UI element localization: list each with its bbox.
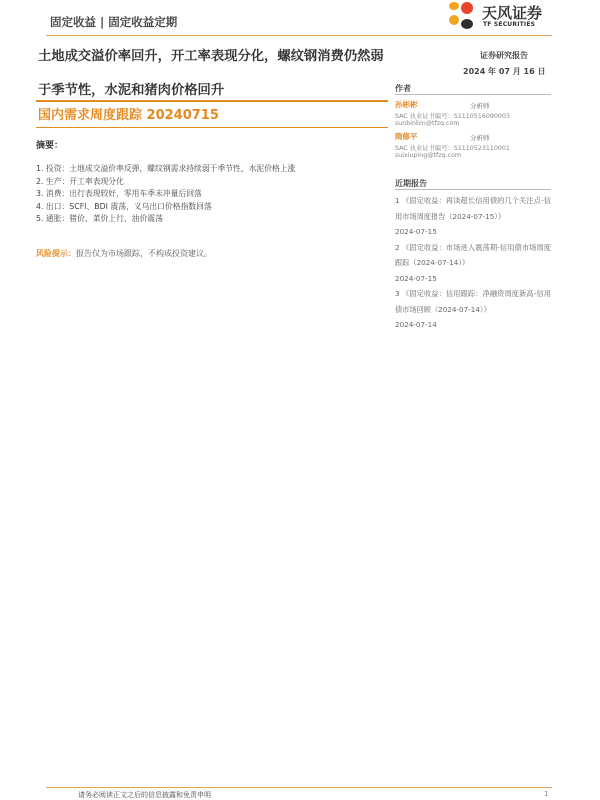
summary-heading: 摘要：	[36, 141, 64, 151]
summary-list	[36, 163, 295, 226]
logo-name-cn: 天风证券	[482, 4, 543, 22]
recent-report-date: 2024-07-15	[395, 273, 437, 283]
recent-reports-list	[395, 193, 551, 333]
author-name: 孙彬彬	[395, 100, 418, 109]
summary-item: 5. 通胀：猪价、菜价上行、油价震荡	[36, 214, 163, 223]
subtitle-divider	[36, 127, 388, 128]
recent-reports-heading: 近期报告	[395, 179, 427, 188]
page-number: 1	[544, 790, 549, 798]
recent-report-date: 2024-07-15	[395, 227, 437, 236]
recent-report-item[interactable]: 3 《固定收益：信用跟踪：净融资周度新高-信用债市场回顾（2024-07-14）》	[395, 289, 551, 314]
summary-item: 2. 生产：开工率表现分化	[36, 176, 124, 186]
author-cert: SAC 执业证书编号：S1110523110001	[395, 145, 510, 152]
report-type: 证券研究报告	[480, 51, 528, 60]
author-email[interactable]: sunbinbin@tfzq.com	[395, 120, 460, 127]
header-category: 固定收益 | 固定收益定期	[50, 15, 178, 29]
title-divider	[36, 100, 388, 102]
summary-item: 1. 投资：土地成交溢价率反弹，螺纹钢需求持续弱于季节性，水泥价格上涨	[36, 164, 296, 173]
author-role: 分析师	[470, 102, 490, 110]
recent-report-item[interactable]: 1 《固定收益：再谈超长信用债的几个关注点-信用市场周度报告（2024-07-15）》	[395, 196, 551, 221]
report-date: 2024 年 07 月 16 日	[463, 67, 546, 76]
logo-mark-icon	[445, 0, 485, 32]
author-email[interactable]: suixiuping@tfzq.com	[395, 152, 461, 159]
author-name: 隋修平	[395, 132, 418, 141]
recent-report-item[interactable]: 2 《固定收益：市场进入震荡期-信用债市场周度跟踪（2024-07-14）》	[395, 242, 551, 267]
authors-divider	[395, 94, 551, 95]
author-cert: SAC 执业证书编号：S1110516090003	[395, 113, 510, 120]
author-role: 分析师	[470, 134, 490, 142]
report-subtitle: 国内需求周度跟踪 20240715	[38, 108, 219, 123]
risk-text: 报告仅为市场跟踪，不构成投资建议。	[76, 249, 212, 258]
recent-reports-divider	[395, 189, 551, 190]
report-title: 土地成交溢价率回升，开工率表现分化，螺纹钢消费仍然弱于季节性，水泥和猪肉价格回升	[38, 49, 384, 98]
summary-item: 3. 消费：出行表现较好，零用车季末冲量后回落	[36, 189, 202, 198]
summary-item: 4. 出口：SCFI、BDI 震荡，义乌出口价格指数回落	[36, 201, 212, 211]
header-divider	[46, 35, 552, 36]
authors-heading: 作者	[395, 84, 411, 93]
footer-divider	[46, 787, 552, 788]
recent-report-date: 2024-07-14	[395, 320, 437, 329]
footer-disclaimer: 请务必阅读正文之后的信息披露和免责申明	[78, 791, 211, 799]
risk-label: 风险提示：	[36, 249, 76, 258]
risk-warning	[36, 248, 212, 259]
logo-name-en: TF SECURITIES	[483, 21, 536, 28]
